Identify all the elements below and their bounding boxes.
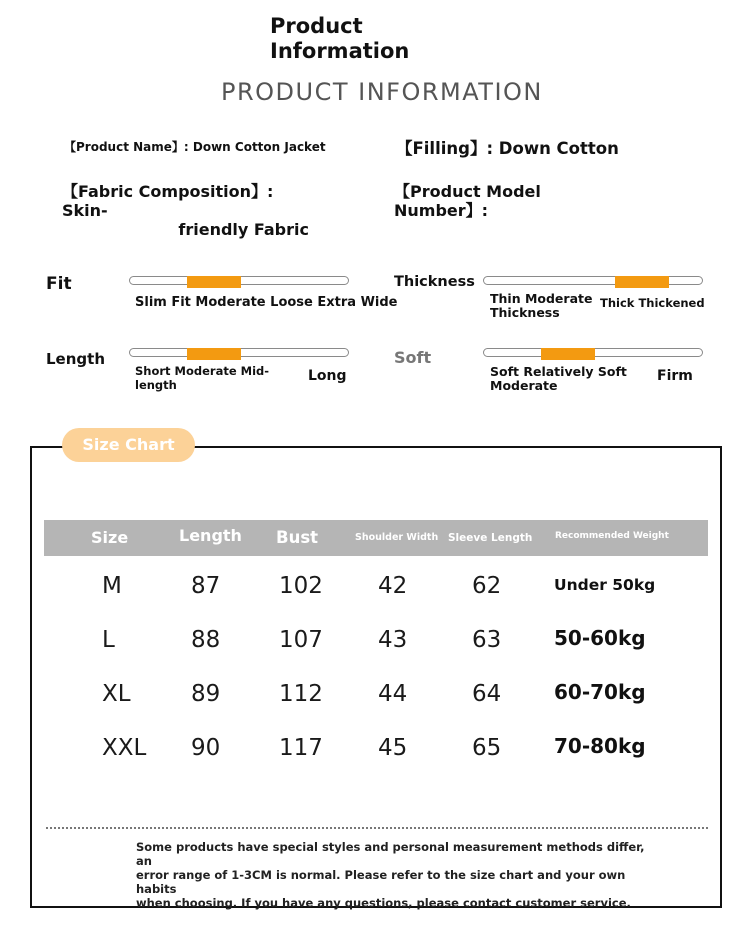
note-line1: Some products have special styles and personal measurement methods differ, an — [136, 840, 645, 868]
thickness-scale-right: Thick Thickened — [600, 296, 705, 310]
thickness-scale-left — [490, 292, 592, 320]
softness-scale-line1: Soft Relatively Soft — [490, 364, 627, 379]
cell-size-xxl: XXL — [102, 735, 147, 761]
fit-slider-fill — [187, 276, 241, 288]
header-length: Length — [179, 526, 242, 545]
cell-length-m: 87 — [191, 573, 221, 599]
length-scale-right: Long — [308, 368, 347, 384]
thickness-slider-track — [483, 276, 703, 285]
thickness-scale-line2: Thickness — [490, 305, 560, 320]
size-table-header — [44, 520, 708, 556]
model-line2: Number】: — [394, 201, 489, 220]
cell-weight-xxl: 70-80kg — [554, 734, 646, 758]
cell-sleeve-m: 62 — [472, 573, 502, 599]
cell-shoulder-xxl: 45 — [378, 735, 408, 761]
measurement-note — [136, 840, 656, 910]
cell-sleeve-xxl: 65 — [472, 735, 502, 761]
cell-size-m: M — [102, 573, 122, 599]
fit-slider-track — [129, 276, 349, 285]
softness-label: Soft — [394, 348, 432, 367]
fit-scale-labels: Slim Fit Moderate Loose Extra Wide — [135, 295, 398, 310]
fit-label: Fit — [46, 274, 72, 294]
cell-sleeve-l: 63 — [472, 627, 502, 653]
page-title-line1: Product — [270, 14, 363, 38]
cell-bust-xl: 112 — [279, 681, 323, 707]
length-scale-line1: Short Moderate Mid- — [135, 364, 270, 378]
header-size: Size — [91, 528, 129, 547]
cell-weight-l: 50-60kg — [554, 626, 646, 650]
cell-size-xl: XL — [102, 681, 131, 707]
cell-weight-m: Under 50kg — [554, 576, 656, 594]
product-name: 【Product Name】: Down Cotton Jacket — [64, 140, 326, 154]
cell-weight-xl: 60-70kg — [554, 680, 646, 704]
cell-bust-l: 107 — [279, 627, 323, 653]
cell-shoulder-l: 43 — [378, 627, 408, 653]
cell-sleeve-xl: 64 — [472, 681, 502, 707]
softness-slider-fill — [541, 348, 595, 360]
size-chart-title: Size Chart — [62, 428, 195, 462]
page-title — [270, 14, 409, 64]
note-line2: error range of 1-3CM is normal. Please refer to the size chart and your own habits — [136, 868, 626, 896]
cell-bust-xxl: 117 — [279, 735, 323, 761]
cell-length-xl: 89 — [191, 681, 221, 707]
page-title-line2: Information — [270, 39, 410, 63]
softness-scale-right: Firm — [657, 368, 693, 384]
fabric-composition — [62, 182, 322, 239]
fabric-line2: friendly Fabric — [178, 220, 309, 239]
thickness-slider-fill — [615, 276, 669, 288]
header-bust: Bust — [276, 528, 319, 547]
header-shoulder-width: Shoulder Width — [355, 532, 439, 543]
length-scale-left — [135, 364, 269, 392]
cell-length-l: 88 — [191, 627, 221, 653]
page-subtitle: PRODUCT INFORMATION — [221, 78, 543, 106]
header-recommended-weight: Recommended Weight — [555, 531, 669, 541]
cell-bust-m: 102 — [279, 573, 323, 599]
softness-scale-left — [490, 365, 627, 393]
divider-dotted — [46, 827, 708, 829]
header-sleeve-length: Sleeve Length — [448, 532, 533, 544]
length-scale-line2: length — [135, 378, 177, 392]
filling-info: 【Filling】: Down Cotton — [396, 139, 619, 158]
size-chart-frame — [30, 446, 722, 908]
model-line1: 【Product Model — [394, 182, 541, 201]
cell-length-xxl: 90 — [191, 735, 221, 761]
note-line3: when choosing. If you have any questions, please contact customer service. — [136, 896, 631, 910]
thickness-scale-line1: Thin Moderate — [490, 291, 593, 306]
softness-slider-track — [483, 348, 703, 357]
product-model-number — [394, 182, 541, 220]
cell-shoulder-m: 42 — [378, 573, 408, 599]
thickness-label: Thickness — [394, 274, 475, 290]
length-label: Length — [46, 350, 105, 368]
softness-scale-line2: Moderate — [490, 378, 558, 393]
cell-shoulder-xl: 44 — [378, 681, 408, 707]
fabric-line1: 【Fabric Composition】: Skin- — [62, 182, 274, 220]
length-slider-track — [129, 348, 349, 357]
length-slider-fill — [187, 348, 241, 360]
cell-size-l: L — [102, 627, 115, 653]
